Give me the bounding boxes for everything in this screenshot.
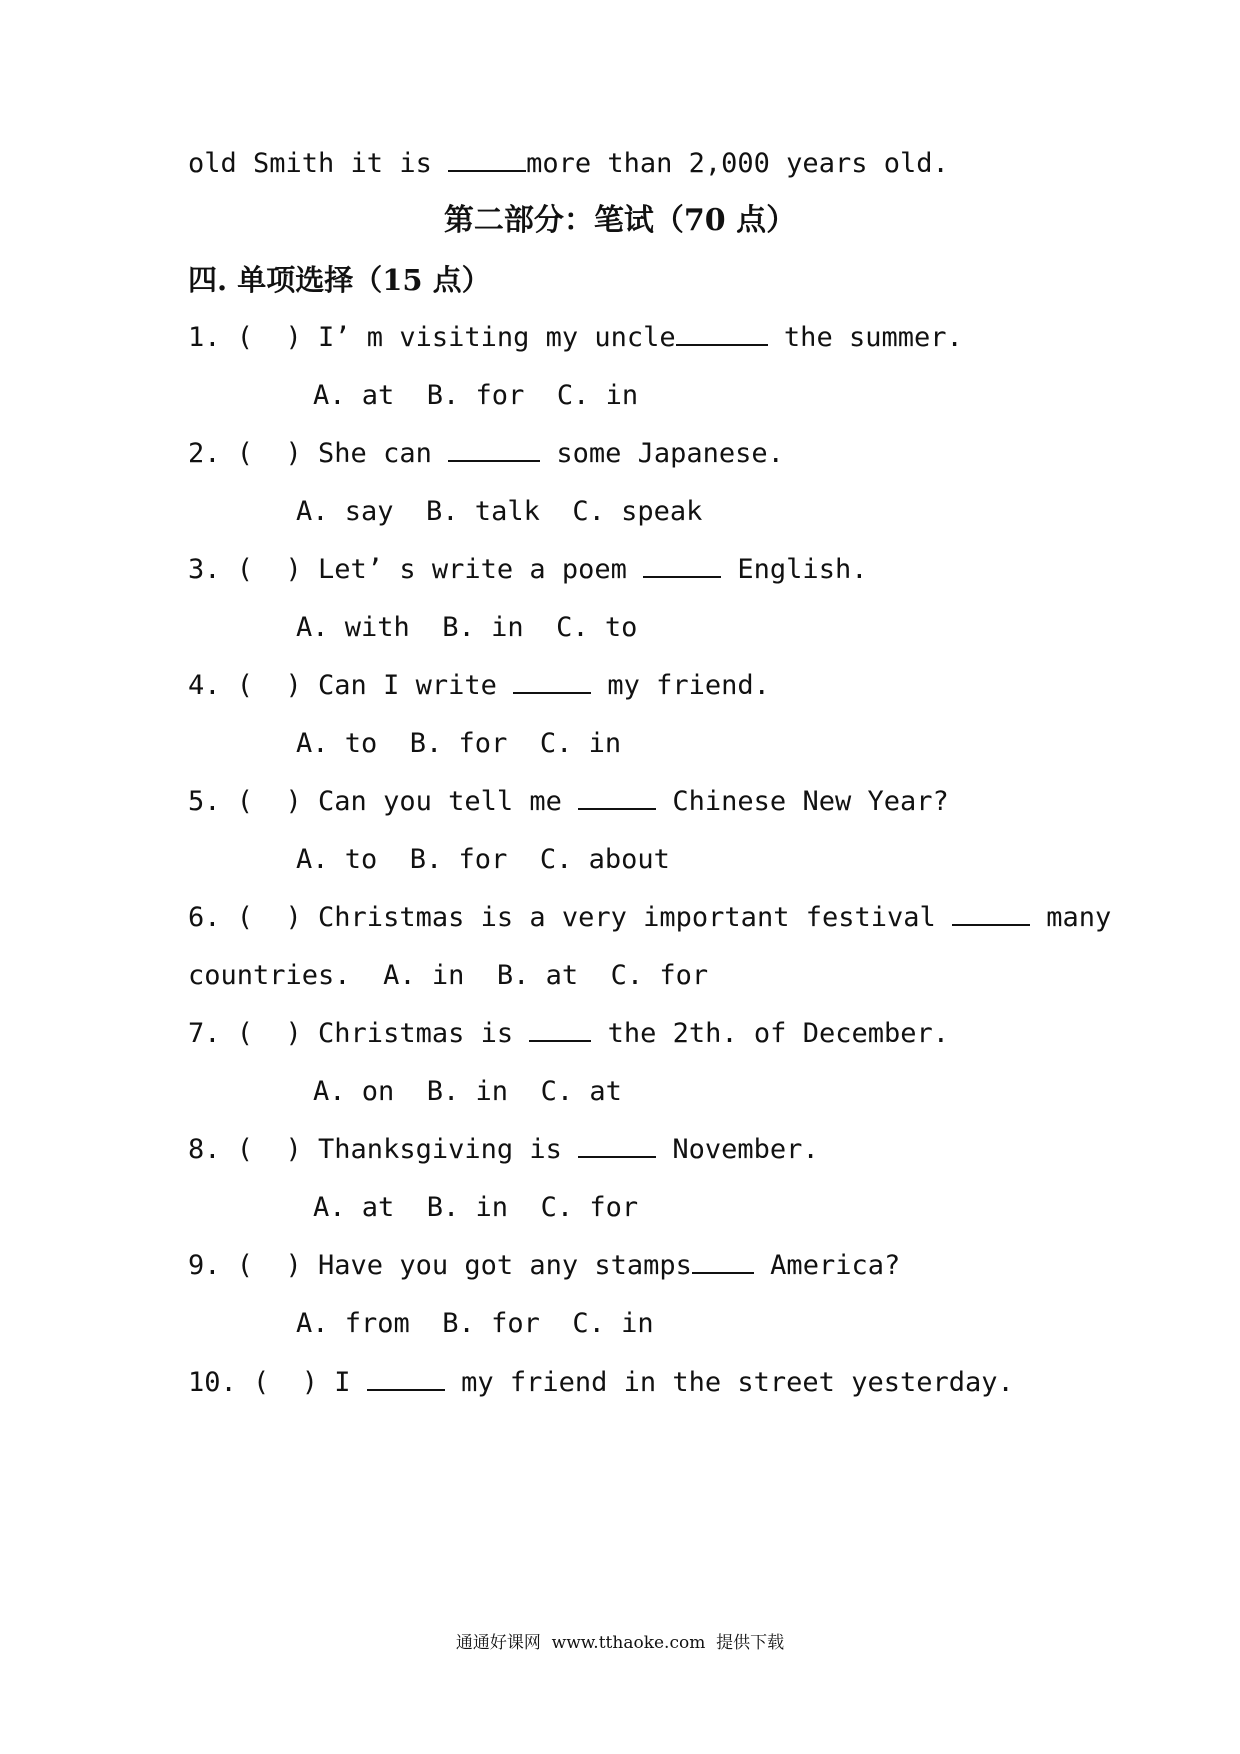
answer-blank[interactable]: [692, 1248, 754, 1274]
answer-blank[interactable]: [952, 900, 1030, 926]
continued-line: old Smith it is more than 2,000 years old.: [188, 148, 949, 179]
answer-blank[interactable]: [643, 552, 721, 578]
answer-blank[interactable]: [529, 1016, 591, 1042]
question-3-options: A. with B. in C. to: [296, 612, 638, 643]
question-9: 9. ( ) Have you got any stamps America?: [188, 1250, 901, 1281]
answer-blank[interactable]: [448, 436, 540, 462]
question-4: 4. ( ) Can I write my friend.: [188, 670, 770, 701]
part-heading: 四. 单项选择（15 点）: [188, 263, 491, 297]
question-8: 8. ( ) Thanksgiving is November.: [188, 1134, 819, 1165]
question-5-options: A. to B. for C. about: [296, 844, 670, 875]
question-6: 6. ( ) Christmas is a very important festival many: [188, 902, 1112, 933]
question-4-options: A. to B. for C. in: [296, 728, 622, 759]
question-7: 7. ( ) Christmas is the 2th. of December.: [188, 1018, 949, 1049]
question-1-options: A. at B. for C. in: [313, 380, 639, 411]
answer-blank[interactable]: [513, 668, 591, 694]
question-5: 5. ( ) Can you tell me Chinese New Year?: [188, 786, 949, 817]
question-2-options: A. say B. talk C. speak: [296, 496, 703, 527]
answer-blank[interactable]: [676, 320, 768, 346]
answer-blank[interactable]: [448, 146, 526, 172]
question-9-options: A. from B. for C. in: [296, 1308, 654, 1339]
question-6-continued: countries. A. in B. at C. for: [188, 960, 709, 991]
question-2: 2. ( ) She can some Japanese.: [188, 438, 784, 469]
question-8-options: A. at B. in C. for: [313, 1192, 639, 1223]
answer-blank[interactable]: [578, 784, 656, 810]
answer-blank[interactable]: [367, 1365, 445, 1391]
question-3: 3. ( ) Let’ s write a poem English.: [188, 554, 868, 585]
question-7-options: A. on B. in C. at: [313, 1076, 622, 1107]
question-1: 1. ( ) I’ m visiting my uncle the summer.: [188, 322, 963, 353]
page-footer: 通通好课网 www.tthaoke.com 提供下载: [455, 1633, 785, 1653]
question-10: 10. ( ) I my friend in the street yesterday.: [188, 1367, 1014, 1398]
section-title: 第二部分：笔试（70 点）: [443, 203, 797, 238]
answer-blank[interactable]: [578, 1132, 656, 1158]
